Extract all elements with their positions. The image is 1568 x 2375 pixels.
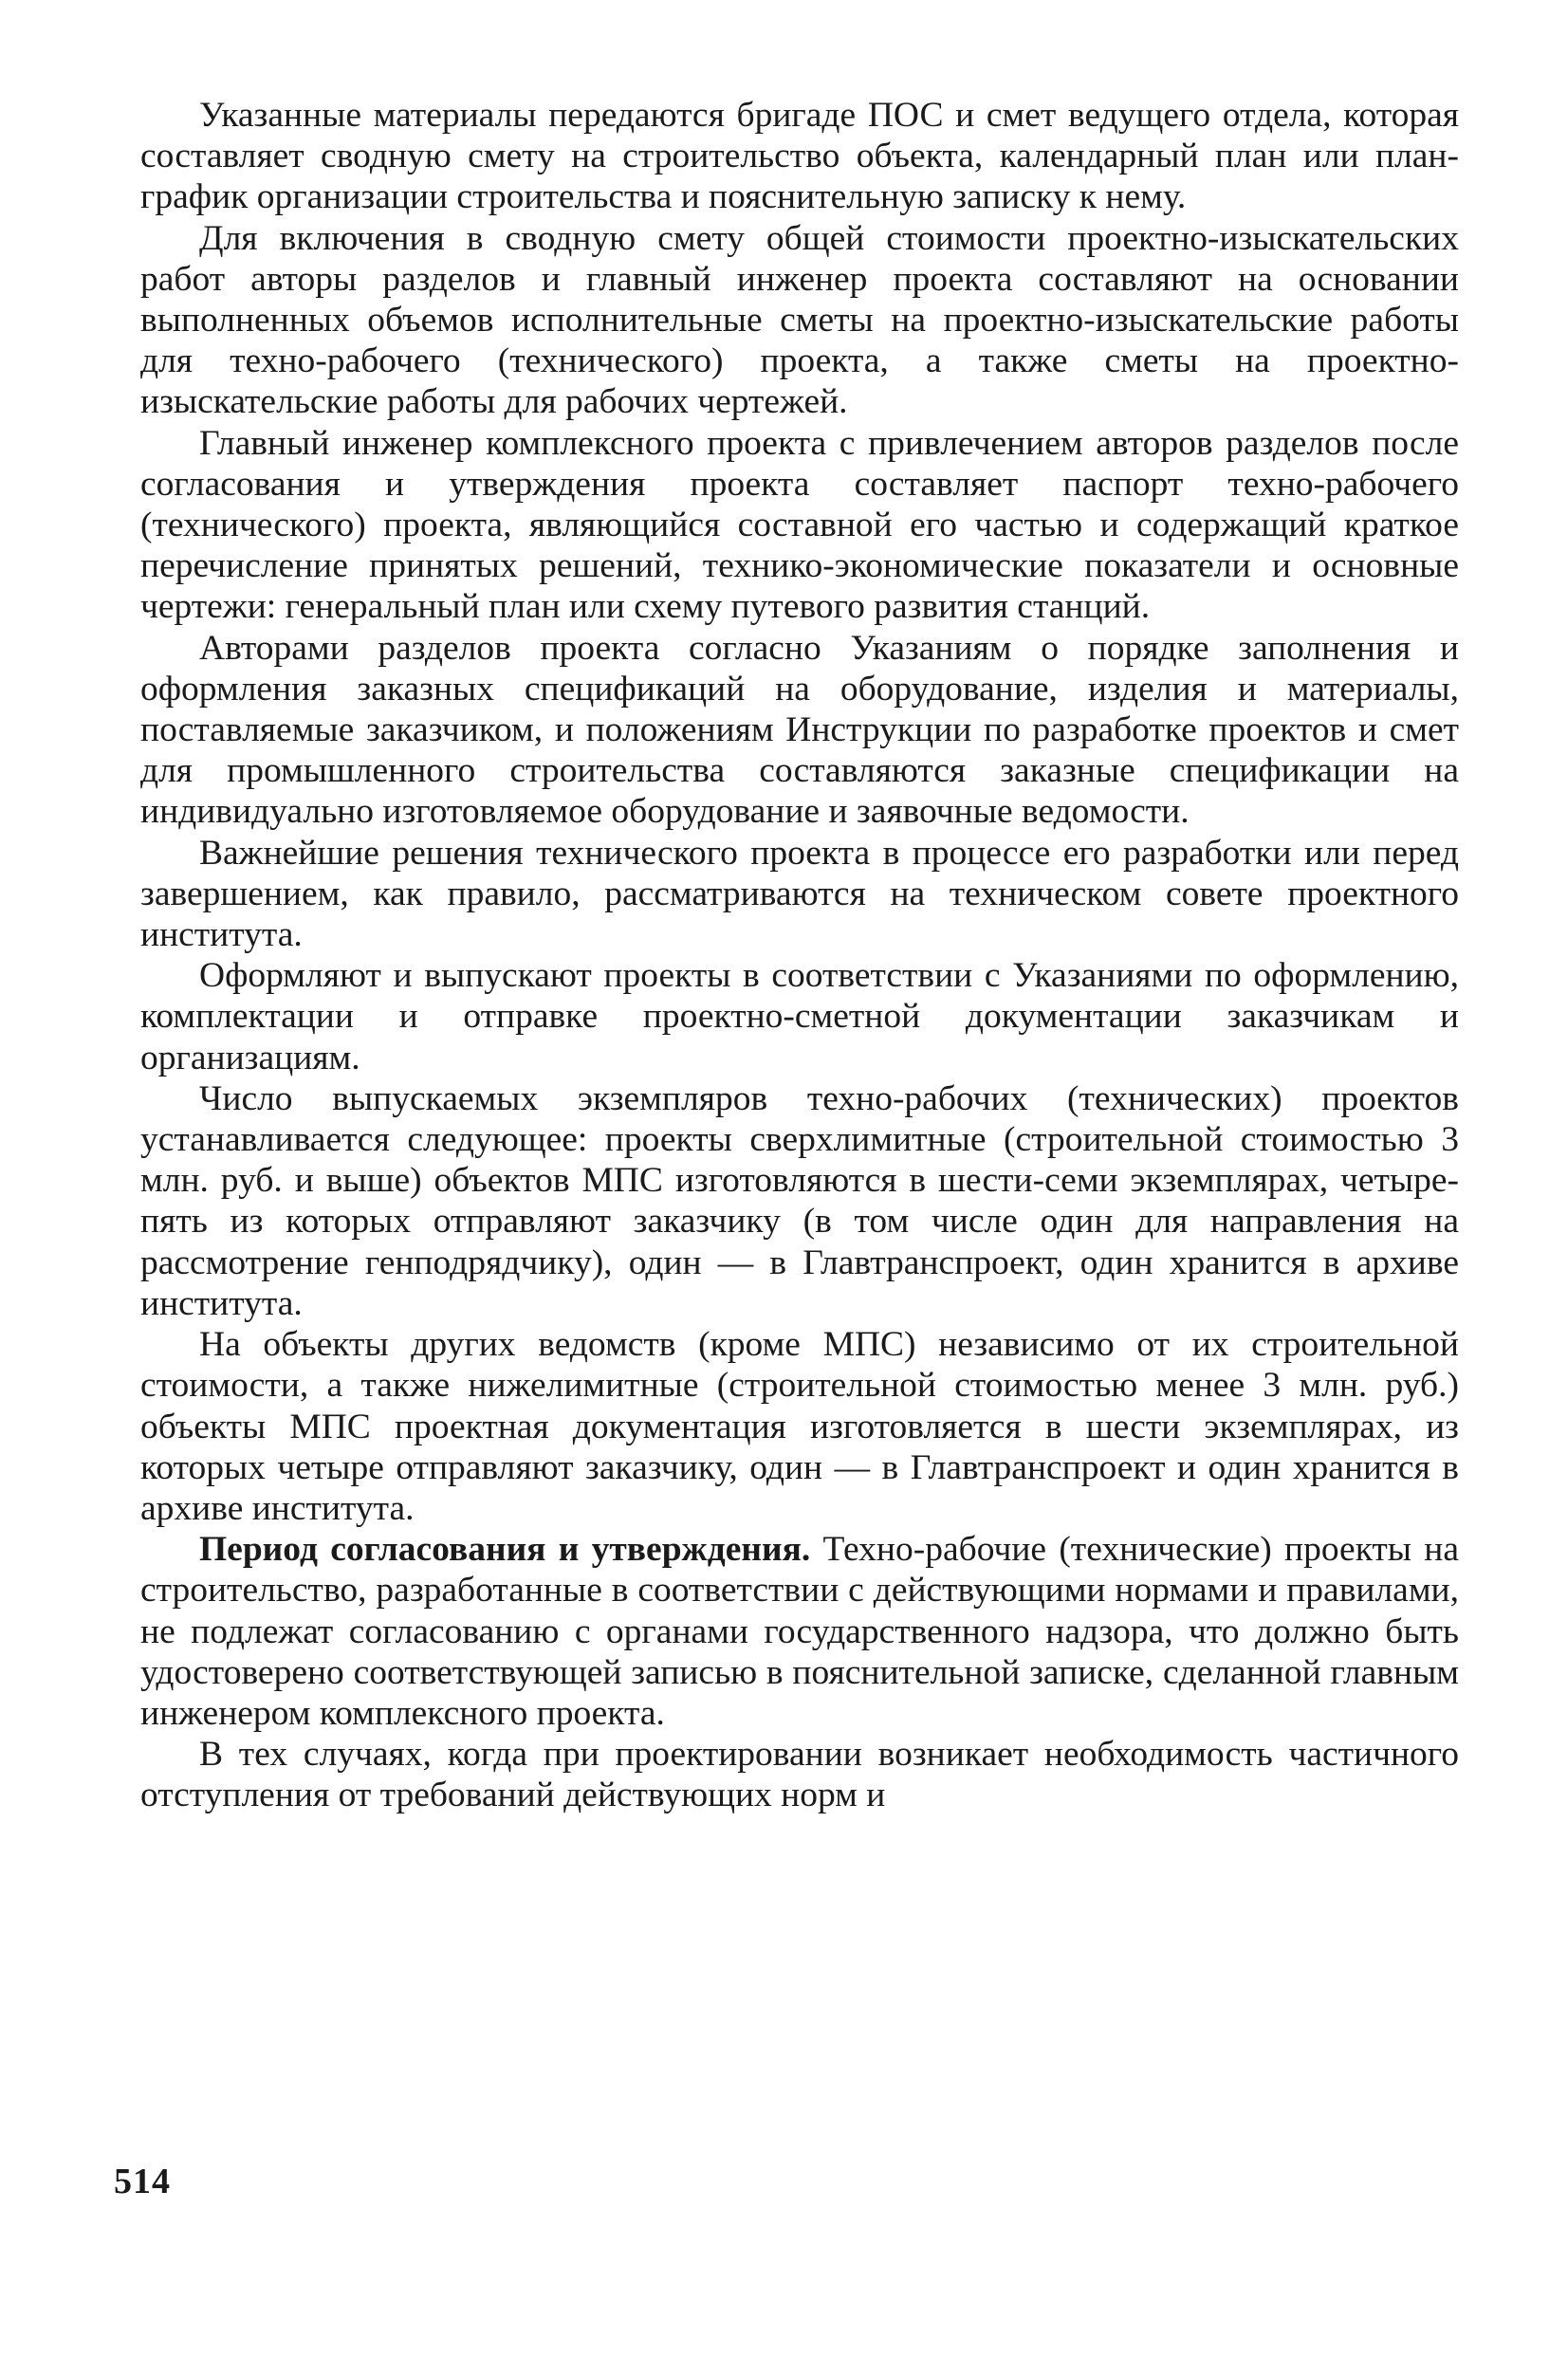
paragraph-5: Важнейшие решения технического проекта в процессе его разработки или перед завершением, как правило, рассматриваются на техническом совете проектного института. — [140, 833, 1459, 955]
paragraph-2: Для включения в сводную смету общей стоимости проектно-изыскательских работ авторы разделов и главный инженер проекта составляют на основании выполненных объемов исполнительные сметы на проектно-изыскательские работы для техно-рабочего (технического) проекта, а также сметы на проектно-изыскательские работы для рабочих чертежей. — [140, 218, 1459, 422]
page-text-body — [140, 95, 1459, 1816]
paragraph-4: Авторами разделов проекта согласно Указаниям о порядке заполнения и оформления заказных спецификаций на оборудование, изделия и материалы, поставляемые заказчиком, и положениям Инструкции по разработке проектов и смет для промышленного строительства составляются заказные спецификации на индивидуально изготовляемое оборудование и заявочные ведомости. — [140, 628, 1459, 832]
page-number: 514 — [114, 2162, 171, 2201]
paragraph-9-text: Техно-рабочие (технические) проекты на строительство, разработанные в соответствии с действующими нормами и правилами, не подлежат согласованию с органами государственного надзора, что должно быть удостоверено соответствующей записью в пояснительной записке, сделанной главным инженером комплексного проекта. — [140, 1530, 1459, 1733]
paragraph-6: Оформляют и выпускают проекты в соответствии с Указаниями по оформлению, комплектации и отправке проектно-сметной документации заказчикам и организациям. — [140, 956, 1459, 1077]
paragraph-10: В тех случаях, когда при проектировании возникает необходимость частичного отступления от требований действующих норм и — [140, 1735, 1459, 1815]
paragraph-8: На объекты других ведомств (кроме МПС) независимо от их строительной стоимости, а также нижелимитные (строительной стоимостью менее 3 млн. руб.) объекты МПС проектная документация изготовляется в шести экземплярах, из которых четыре отправляют заказчику, один — в Главтранспроект и один хранится в архиве института. — [140, 1325, 1459, 1528]
paragraph-1: Указанные материалы передаются бригаде ПОС и смет ведущего отдела, которая составляет сводную смету на строительство объекта, календарный план или план-график организации строительства и пояснительную записку к нему. — [140, 96, 1459, 217]
paragraph-7: Число выпускаемых экземпляров техно-рабочих (технических) проектов устанавливается следующее: проекты сверхлимитные (строительной стоимостью 3 млн. руб. и выше) объектов МПС изготовляются в шести-семи экземплярах, четыре-пять из которых отправляют заказчику (в том числе один для направления на рассмотрение генподрядчику), один — в Главтранспроект, один хранится в архиве института. — [140, 1078, 1459, 1323]
paragraph-3: Главный инженер комплексного проекта с привлечением авторов разделов после согласования и утверждения проекта составляет паспорт техно-рабочего (технического) проекта, являющийся составной его частью и содержащий краткое перечисление принятых решений, технико-экономические показатели и основные чертежи: генеральный план или схему путевого развития станций. — [140, 423, 1459, 627]
paragraph-9 — [140, 1529, 1459, 1734]
section-heading-inline: Период согласования и утверждения. — [199, 1530, 811, 1570]
